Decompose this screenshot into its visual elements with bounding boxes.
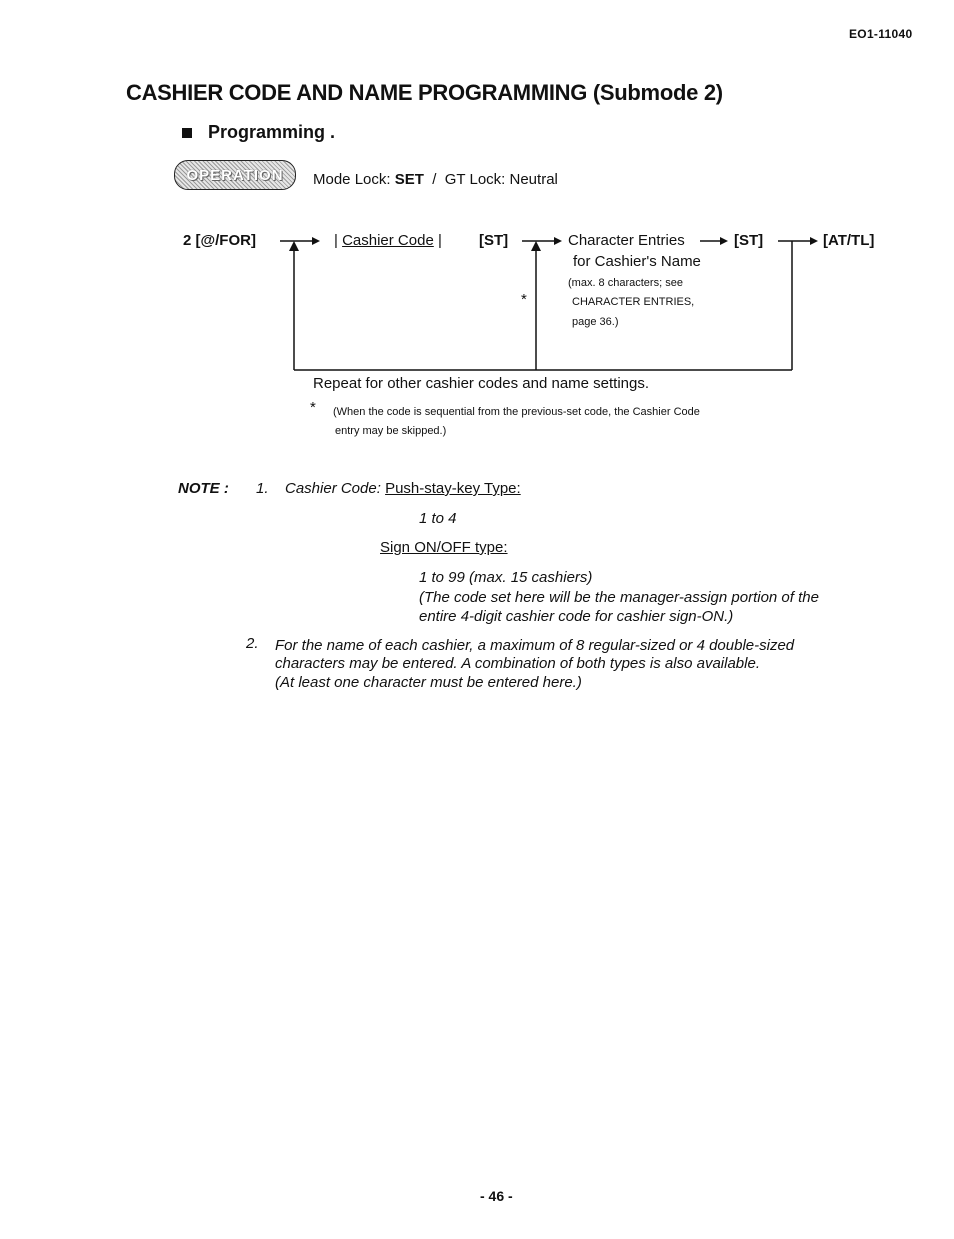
operation-badge: OPERATION: [174, 160, 296, 190]
sign-on-off-range: 1 to 99 (max. 15 cashiers): [419, 569, 593, 586]
note-1-text: [285, 480, 521, 497]
repeat-note: Repeat for other cashier codes and name settings.: [313, 375, 650, 392]
reference-line-1: (max. 8 characters; see: [568, 277, 683, 289]
reference-line-2: CHARACTER ENTRIES,: [572, 296, 695, 308]
mode-lock-value: SET: [394, 171, 424, 188]
note-1-number: 1.: [256, 480, 269, 497]
push-stay-key-type: Push-stay-key Type:: [385, 480, 521, 497]
document-id: EO1-11040: [849, 27, 913, 41]
reference-line-3: page 36.): [572, 316, 619, 328]
push-stay-key-range: 1 to 4: [419, 510, 457, 527]
footnote-line-2: entry may be skipped.): [335, 425, 447, 437]
cashier-code-label: Cashier Code: [342, 232, 434, 249]
character-entries-label: Character Entries: [568, 232, 685, 249]
st-key-1: [ST]: [479, 232, 509, 249]
end-key: [AT/TL]: [823, 232, 875, 249]
lock-separator: /: [432, 171, 437, 188]
asterisk-marker: *: [521, 291, 527, 308]
note-2-line-3: (At least one character must be entered here.): [275, 674, 582, 691]
note-2-number: 2.: [246, 635, 259, 652]
sign-on-off-line-2: (The code set here will be the manager-assign portion of the: [419, 589, 819, 606]
cashier-code-entry: | Cashier Code |: [334, 232, 442, 249]
note-2-line-2: characters may be entered. A combination of both types is also available.: [275, 655, 760, 672]
page-title: CASHIER CODE AND NAME PROGRAMMING (Submode 2): [126, 80, 723, 105]
note-2-line-1: For the name of each cashier, a maximum of 8 regular-sized or 4 double-sized: [275, 637, 795, 654]
page-number: - 46 -: [480, 1188, 513, 1204]
sign-on-off-type: Sign ON/OFF type:: [380, 539, 508, 556]
sign-on-off-line-3: entire 4-digit cashier code for cashier sign-ON.): [419, 608, 734, 625]
mode-lock-label: Mode Lock:: [313, 171, 391, 188]
note-1-prefix: Cashier Code:: [285, 480, 381, 497]
gt-lock-label: GT Lock: Neutral: [444, 171, 558, 188]
note-label: NOTE :: [178, 480, 229, 497]
footnote-star: *: [310, 399, 316, 416]
st-key-2: [ST]: [734, 232, 764, 249]
footnote-line-1: (When the code is sequential from the previous-set code, the Cashier Code: [333, 406, 700, 418]
section-label: Programming .: [208, 122, 336, 142]
for-cashier-name: for Cashier's Name: [573, 253, 701, 270]
start-key: 2 [@/FOR]: [183, 232, 256, 249]
